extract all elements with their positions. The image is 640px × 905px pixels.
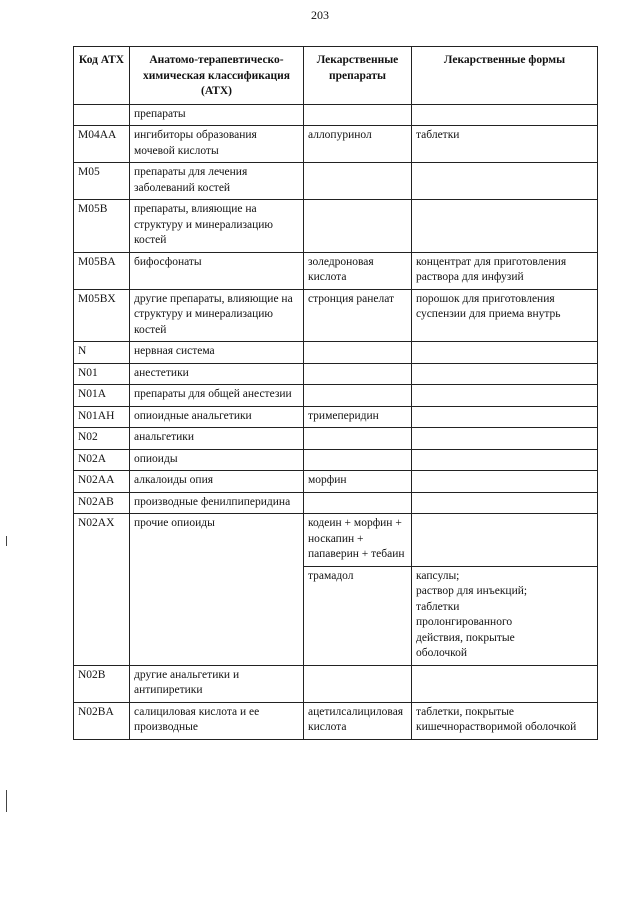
cell-classification: препараты, влияющие на структуру и минерализацию костей — [130, 200, 304, 253]
cell-code: N — [74, 342, 130, 364]
cell-code: M05B — [74, 200, 130, 253]
cell-drug: золедроновая кислота — [304, 252, 412, 289]
table-row — [74, 363, 598, 385]
table-row — [74, 471, 598, 493]
cell-form — [412, 449, 598, 471]
table-row — [74, 252, 598, 289]
page-number: 203 — [311, 8, 329, 22]
cell-code: M04AA — [74, 126, 130, 163]
header-drugs: Лекарственные препараты — [304, 47, 412, 105]
cell-form — [412, 342, 598, 364]
cell-drug: ацетилсалициловая кислота — [304, 702, 412, 739]
table-row — [74, 514, 598, 567]
cell-drug: кодеин + морфин + носкапин + папаверин + тебаин — [304, 514, 412, 567]
cell-drug — [304, 104, 412, 126]
cell-drug — [304, 449, 412, 471]
cell-drug — [304, 200, 412, 253]
table-row — [74, 449, 598, 471]
form-line: действия, покрытые — [416, 631, 515, 644]
cell-form — [412, 471, 598, 493]
left-margin-mark-top — [6, 536, 7, 546]
cell-code: N02BA — [74, 702, 130, 739]
cell-form — [412, 492, 598, 514]
cell-code: M05 — [74, 163, 130, 200]
table-row — [74, 289, 598, 342]
cell-classification: бифосфонаты — [130, 252, 304, 289]
cell-code: N02AB — [74, 492, 130, 514]
cell-classification: препараты — [130, 104, 304, 126]
cell-drug: морфин — [304, 471, 412, 493]
cell-classification: ингибиторы образования мочевой кислоты — [130, 126, 304, 163]
cell-drug — [304, 342, 412, 364]
cell-drug — [304, 492, 412, 514]
cell-code — [74, 104, 130, 126]
cell-code: N02 — [74, 428, 130, 450]
cell-drug: тримеперидин — [304, 406, 412, 428]
cell-form — [412, 163, 598, 200]
cell-classification: прочие опиоиды — [130, 514, 304, 666]
table-body — [74, 104, 598, 739]
form-line: таблетки — [416, 600, 460, 613]
table-row — [74, 665, 598, 702]
cell-drug — [304, 163, 412, 200]
table-row — [74, 492, 598, 514]
table-row — [74, 702, 598, 739]
table-row — [74, 428, 598, 450]
cell-classification: анестетики — [130, 363, 304, 385]
cell-code: N01 — [74, 363, 130, 385]
header-classification: Анатомо-терапевтическо-химическая классификация (АТХ) — [130, 47, 304, 105]
cell-code: N02AA — [74, 471, 130, 493]
left-margin-mark-bottom — [6, 790, 7, 812]
cell-drug: аллопуринол — [304, 126, 412, 163]
cell-classification: нервная система — [130, 342, 304, 364]
cell-code: M05BA — [74, 252, 130, 289]
cell-classification: анальгетики — [130, 428, 304, 450]
cell-code: N02AX — [74, 514, 130, 666]
form-line: капсулы; — [416, 569, 460, 582]
cell-form — [412, 428, 598, 450]
table-row — [74, 406, 598, 428]
cell-classification: производные фенилпиперидина — [130, 492, 304, 514]
cell-form: таблетки — [412, 126, 598, 163]
header-code: Код АТХ — [74, 47, 130, 105]
cell-form — [412, 514, 598, 567]
cell-drug — [304, 428, 412, 450]
cell-classification: опиоиды — [130, 449, 304, 471]
table-row — [74, 342, 598, 364]
header-forms: Лекарственные формы — [412, 47, 598, 105]
cell-form — [412, 665, 598, 702]
form-line: оболочкой — [416, 647, 468, 659]
cell-drug: стронция ранелат — [304, 289, 412, 342]
cell-classification: салициловая кислота и ее производные — [130, 702, 304, 739]
cell-code: N02B — [74, 665, 130, 702]
table-row — [74, 104, 598, 126]
cell-code: N02A — [74, 449, 130, 471]
table-row — [74, 163, 598, 200]
table-header-row — [74, 47, 598, 105]
cell-drug — [304, 363, 412, 385]
cell-drug: трамадол — [304, 566, 412, 665]
cell-form: концентрат для приготовления раствора для инфузий — [412, 252, 598, 289]
atc-table — [73, 46, 598, 740]
form-line: пролонгированного — [416, 616, 513, 628]
cell-form — [412, 200, 598, 253]
cell-code: N01AH — [74, 406, 130, 428]
table-row — [74, 126, 598, 163]
cell-code: M05BX — [74, 289, 130, 342]
cell-classification: алкалоиды опия — [130, 471, 304, 493]
cell-form — [412, 363, 598, 385]
cell-classification: опиоидные анальгетики — [130, 406, 304, 428]
table-row — [74, 200, 598, 253]
cell-code: N01A — [74, 385, 130, 407]
cell-form — [412, 385, 598, 407]
cell-form: порошок для приготовления суспензии для приема внутрь — [412, 289, 598, 342]
cell-classification: препараты для общей анестезии — [130, 385, 304, 407]
form-line: раствор для инъекций; — [416, 585, 528, 597]
cell-drug — [304, 385, 412, 407]
cell-classification: другие препараты, влияющие на структуру и минерализацию костей — [130, 289, 304, 342]
cell-classification: другие анальгетики и антипиретики — [130, 665, 304, 702]
table-row — [74, 385, 598, 407]
cell-drug — [304, 665, 412, 702]
cell-form: таблетки, покрытые кишечнорастворимой оболочкой — [412, 702, 598, 739]
cell-classification: препараты для лечения заболеваний костей — [130, 163, 304, 200]
cell-form — [412, 406, 598, 428]
cell-form — [412, 104, 598, 126]
cell-form — [412, 566, 598, 665]
